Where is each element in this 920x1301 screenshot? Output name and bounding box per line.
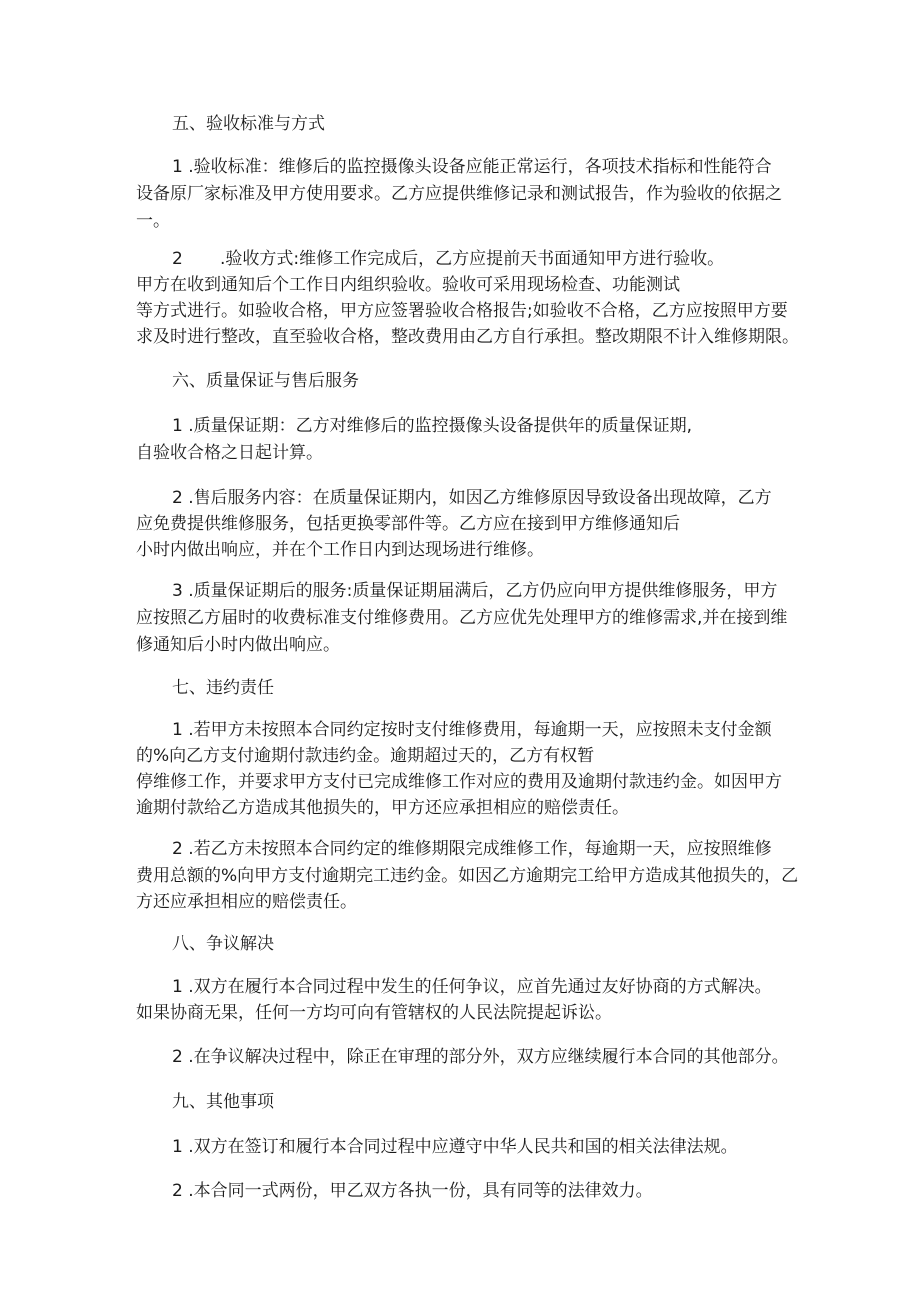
section-heading: 九、其他事项: [172, 1092, 274, 1112]
paragraph-line: 费用总额的%向甲方支付逾期完工违约金。如因乙方逾期完工给甲方造成其他损失的，乙: [136, 866, 799, 886]
paragraph-line: 等方式进行。如验收合格，甲方应签署验收合格报告;如验收不合格，乙方应按照甲方要: [136, 301, 788, 321]
paragraph-line: 停维修工作，并要求甲方支付已完成维修工作对应的费用及逾期付款违约金。如因甲方: [136, 772, 782, 792]
paragraph-number: 2: [172, 1047, 183, 1067]
paragraph-line: 应按照乙方届时的收费标准支付维修费用。乙方应优先处理甲方的维修需求,并在接到维: [136, 608, 788, 628]
section-heading: 五、验收标准与方式: [172, 114, 325, 134]
paragraph-number: 1: [172, 977, 183, 997]
section-heading: 七、违约责任: [172, 678, 274, 698]
paragraph-line: 方还应承担相应的赔偿责任。: [136, 892, 357, 912]
paragraph-number: 1: [172, 416, 183, 436]
section-heading: 六、质量保证与售后服务: [172, 371, 359, 391]
paragraph-number: 2: [172, 488, 183, 508]
paragraph-number: 1: [172, 720, 183, 740]
paragraph-number: 2: [172, 1181, 183, 1201]
paragraph-line: 1 .验收标准：维修后的监控摄像头设备应能正常运行，各项技术指标和性能符合: [172, 157, 772, 177]
paragraph-line: 如果协商无果，任何一方均可向有管辖权的人民法院提起诉讼。: [136, 1003, 612, 1023]
paragraph-number: 2: [172, 839, 183, 859]
paragraph-line: 2 .本合同一式两份，甲乙双方各执一份，具有同等的法律效力。: [172, 1181, 653, 1201]
paragraph-line: 自验收合格之日起计算。: [136, 443, 323, 463]
paragraph-line: 1 .双方在签订和履行本合同过程中应遵守中华人民共和国的相关法律法规。: [172, 1137, 738, 1157]
paragraph-line: 3 .质量保证期后的服务:质量保证期届满后，乙方仍应向甲方提供维修服务，甲方: [172, 581, 778, 601]
paragraph-line: 设备原厂家标准及甲方使用要求。乙方应提供维修记录和测试报告，作为验收的依据之: [136, 184, 782, 204]
paragraph-line: 逾期付款给乙方造成其他损失的，甲方还应承担相应的赔偿责任。: [136, 798, 629, 818]
paragraph-line: 2 .验收方式:维修工作完成后，乙方应提前天书面通知甲方进行验收。: [172, 249, 725, 269]
paragraph-number: 1: [172, 157, 183, 177]
paragraph-line: 应免费提供维修服务，包括更换零部件等。乙方应在接到甲方维修通知后: [136, 514, 680, 534]
paragraph-line: 1 .双方在履行本合同过程中发生的任何争议，应首先通过友好协商的方式解决。: [172, 977, 772, 997]
paragraph-line: 一。: [136, 211, 170, 231]
paragraph-number: 3: [172, 581, 183, 601]
paragraph-line: 求及时进行整改，直至验收合格，整改费用由乙方自行承担。整改期限不计入维修期限。: [136, 327, 799, 347]
section-heading: 八、争议解决: [172, 934, 274, 954]
paragraph-line: 小时内做出响应，并在个工作日内到达现场进行维修。: [136, 540, 544, 560]
paragraph-number: 2: [172, 249, 183, 269]
paragraph-line: 甲方在收到通知后个工作日内组织验收。验收可采用现场检查、功能测试: [136, 275, 680, 295]
paragraph-line: 1 .若甲方未按照本合同约定按时支付维修费用，每逾期一天，应按照未支付金额: [172, 720, 772, 740]
paragraph-line: 2 .售后服务内容：在质量保证期内，如因乙方维修原因导致设备出现故障，乙方: [172, 488, 772, 508]
paragraph-line: 2 .若乙方未按照本合同约定的维修期限完成维修工作，每逾期一天，应按照维修: [172, 839, 772, 859]
paragraph-line: 的%向乙方支付逾期付款违约金。逾期超过天的，乙方有权暂: [136, 746, 595, 766]
paragraph-line: 2 .在争议解决过程中，除正在审理的部分外，双方应继续履行本合同的其他部分。: [172, 1047, 789, 1067]
paragraph-number: 1: [172, 1137, 183, 1157]
paragraph-line: 修通知后小时内做出响应。: [136, 635, 340, 655]
paragraph-line: 1 .质量保证期：乙方对维修后的监控摄像头设备提供年的质量保证期,: [172, 416, 693, 436]
